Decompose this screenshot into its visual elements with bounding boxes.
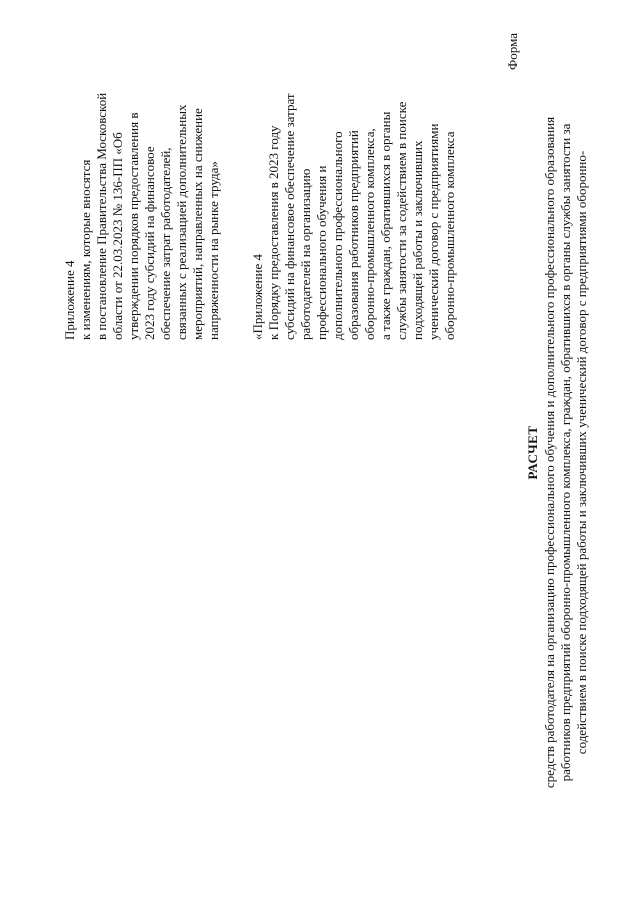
appendix-line: связанных с реализацией дополнительных — [174, 104, 189, 340]
order-line: дополнительного профессионального — [330, 131, 345, 340]
order-line: к Порядку предоставления в 2023 году — [266, 125, 281, 340]
title-line: содействием в поиске подходящей работы и заключивших ученический договор с предприятиями оборонно- — [574, 150, 589, 755]
appendix-line: 2023 году субсидий на финансовое — [142, 146, 157, 340]
order-line: подходящей работы и заключивших — [410, 140, 425, 340]
appendix-line: Приложение 4 — [62, 260, 77, 340]
appendix-amendments-block — [62, 10, 222, 340]
order-line: субсидий на финансовое обеспечение затрат — [282, 93, 297, 340]
appendix-order-block — [250, 10, 458, 340]
title-line: средств работодателя на организацию профессионального обучения и дополнительного профессионального образования — [542, 116, 557, 789]
title-line: работников предприятий оборонно-промышленного комплекса, граждан, обратившихся в органы службы занятости за — [558, 123, 573, 782]
order-line: «Приложение 4 — [250, 253, 265, 340]
document-title: РАСЧЕТ — [525, 425, 540, 480]
order-line: образования работников предприятий — [346, 130, 361, 340]
appendix-line: области от 22.03.2023 № 136-ПП «Об — [110, 132, 125, 340]
order-line: оборонно-промышленного комплекса — [442, 131, 457, 340]
order-line: а также граждан, обратившихся в органы — [378, 111, 393, 340]
appendix-line: в постановление Правительства Московской — [94, 92, 109, 340]
appendix-line: напряженности на рынке труда» — [206, 161, 221, 340]
order-line: оборонно-промышленного комплекса, — [362, 128, 377, 340]
form-label: Форма — [505, 33, 520, 70]
order-line: службы занятости за содействием в поиске — [394, 101, 409, 340]
order-line: ученический договор с предприятиями — [426, 123, 441, 340]
appendix-line: мероприятий, направленных на снижение — [190, 108, 205, 340]
appendix-line: к изменениям, которые вносятся — [78, 159, 93, 340]
title-description — [542, 0, 590, 905]
order-line: профессионального обучения и — [314, 165, 329, 340]
appendix-line: утверждении порядков предоставления в — [126, 112, 141, 340]
appendix-line: обеспечение затрат работодателей, — [158, 147, 173, 340]
order-line: работодателей на организацию — [298, 168, 313, 340]
